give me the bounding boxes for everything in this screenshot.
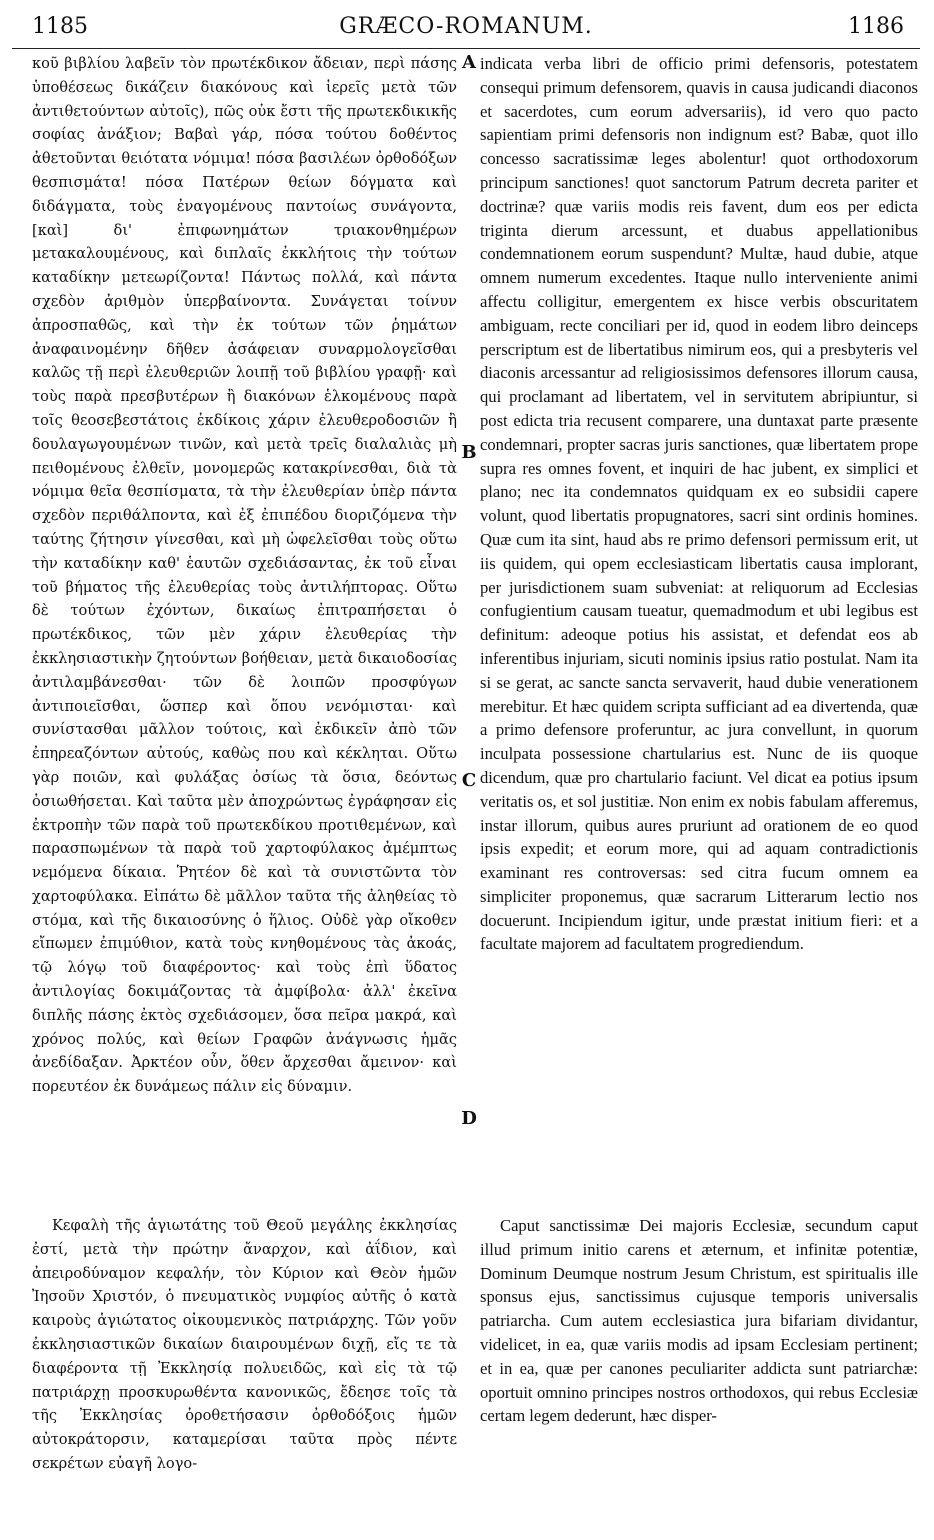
left-page-number: 1185 [32,14,88,39]
greek-paragraph-1: κοῦ βιβλίου λαβεῖν τὸν πρωτέκδικον ἄδειαν, περὶ πάσης ὑποθέσεως δικάζειν διακόνους καὶ ἱερεῖς μετὰ τῶν ἀντιθετούντων αὐτοῖς), πῶς οὐκ ἔστι τῆς πρωτεκδικικῆς σοφίας ἀνάξιον; Βαβαὶ γάρ, πόσα τούτου δοθέντος ἀθετοῦνται θειότατα νόμιμα! πόσα βασιλέων ὀρθοδόξων θεσπισμάτα! πόσα Πατέρων θείων δόγματα καὶ διδάγματα, τοὺς ἐναγομένους παντοίως συνάγοντα, [καὶ] δι' ἐπιφωνημάτων τριακονθημέρων μετακαλουμένους, καὶ διπλαῖς ἐκκλήτοις τὴν τούτων καταδίκην μετεωρίζοντα! Πάντως πολλά, καὶ πάντα σχεδὸν ἀριθμὸν ὑπερβαίνοντα. Συνάγεται τοίνυν ἀπροσπαθῶς, καὶ τὴν ἐκ τούτων τῶν ῥημάτων ἀναφαινομένην δῆθεν ἀσάφειαν συναρμολογεῖσθαι καλῶς τῇ περὶ ἐλευθεριῶν λοιπῇ τοῦ βιβλίου γραφῇ· καὶ τοὺς παρὰ πρεσβυτέρων ἢ διακόνων ἑλκομένους παρὰ τοῖς θεοσεβεστάτοις ἐκδίκοις χάριν ἐλευθεροδοσιῶν ἢ δουλαγωγουμένων τινῶν, καὶ μετὰ τρεῖς διαλαλιὰς μὴ πειθομένους ἐλθεῖν, μονομερῶς κατακρίνεσθαι, διὰ τὰ νόμιμα θεῖα θεσπίσματα, τὰ τὴν ἐλευθερίαν ὑπὲρ πάντα σχεδὸν περιθάλποντα, καὶ ἐξ ἐπιπέδου διοριζόμενα τὴν ταύτης ζήτησιν γίνεσθαι, καὶ μὴ ὠφελεῖσθαι τοὺς οὕτω τὴν καταδίκην καθ' ἑαυτῶν σχεδιάσαντας, ἐκ τοῦ εἶναι τοῦ βήματος τῆς ἐλευθερίας τοὺς ἀντιλήπτορας. Οὕτω δὲ τούτων ἐχόντων, δικαίως ἐπιτραπήσεται ὁ πρωτέκδικος, τῶν μὲν χάριν ἐλευθερίας τὴν ἐκκλησιαστικὴν ζητούντων βοήθειαν, μετὰ δικαιοδοσίας ἀντιλαμβάνεσθαι· τῶν δὲ λοιπῶν προσφύγων ἀντιποιεῖσθαι, ὥσπερ καὶ ὅπου νενόμισται· καὶ συνίστασθαι μᾶλλον τούτοις, καὶ ἐκδικεῖν ἀπὸ τῶν ἐπηρεαζόντων αὐτούς, καθὼς που καὶ κέκληται. Οὕτω γὰρ ποιῶν, καὶ φυλάξας ὁσίως τὰ ὅσια, δεόντως ὁσιωθήσεται. Καὶ ταῦτα μὲν ἀποχρώντως ἐγράφησαν εἰς ἐκτροπὴν τῶν παρὰ τοῦ πρωτεκδίκου προτιθεμένων, καὶ παρασπωμένων τὰ παρὰ τοῦ χαρτοφύλακος ἀμέμπτως νεμόμενα δίκαια. Ῥητέον δὲ καὶ τὰ συνιστῶντα τὸν χαρτοφύλακα. Εἰπάτω δὲ μᾶλλον ταῦτα τῆς ἀληθείας τὸ στόμα, καὶ τῆς δικαιοσύνης ὁ ἥλιος. Οὐδὲ γὰρ οἴκοθεν εἴπωμεν ἐπιμύθιον, κατὰ τοὺς κνηθομένους τὰς ἀκοάς, τῷ λόγῳ τοῦ διαφέροντος· καὶ τοὺς ἐπὶ ὕδατος ἀντιλογίας δοκιμάζοντας τὰ ἀμφίβολα· ἀλλ' ἐκεῖνα διπλῆς πάσης ἐκτὸς σχεδιάσομεν, ὅσα πεῖρα μακρά, καὶ χρόνος πολύς, καὶ θείων Γραφῶν ἀνάγνωσις ἡμᾶς ἀνεδίδαξαν. Ἀρκτέον οὖν, ὅθεν ἄρχεσθαι ἄμεινον· καὶ πορευτέον ἐκ δυνάμεως πάλιν εἰς δύναμιν. [32,55,457,1096]
latin-column-lower [480,1214,918,1530]
latin-column-upper [480,52,918,1164]
greek-paragraph-2: Κεφαλὴ τῆς ἁγιωτάτης τοῦ Θεοῦ μεγάλης ἐκκλησίας ἐστί, μετὰ τὴν πρώτην ἄναρχον, καὶ ἀΐδιον, καὶ ἀπειροδύναμον κεφαλήν, τὸν Κύριον καὶ Θεὸν ἡμῶν Ἰησοῦν Χριστόν, ὁ πνευματικὸς νυμφίος αὐτῆς ὁ κατὰ καιροὺς ἁγιώτατος οἰκουμενικὸς πατριάρχης. Τῶν γοῦν ἐκκλησιαστικῶν δικαίων διαιρουμένων διχῇ, εἴς τε τὰ διαφέροντα τῇ Ἐκκλησίᾳ πολυειδῶς, καὶ εἰς τὰ τῷ πατριάρχῃ προσκυρωθέντα κανονικῶς, ἔδεησε τοῖς τὰ τῆς Ἐκκλησίας ὀροθετήσασιν ὀρθοδόξοις ἡμῶν αὐτοκράτορσιν, καταμερίσαι ταῦτα πρὸς πέντε σεκρέτων εὐαγῆ λογο- [32,1217,457,1472]
latin-paragraph-2: Caput sanctissimæ Dei majoris Ecclesiæ, secundum caput illud primum initio carens et æternum, et infinitæ potentiæ, Dominum Deumque nostrum Jesum Christum, est spiritualis ille sponsus ejus, sanctissimus cujusque temporis universalis patriarcha. Cum autem ecclesiastica jura bifariam dividantur, videlicet, in ea, quæ variis modis ad ipsam Ecclesiam pertinent; et in ea, quæ per canones peculiariter addicta sunt patriarchæ: oportuit omnino principes nostros orthodoxos, qui rebus Ecclesiæ certam legem dederunt, hæc disper- [480,1216,918,1426]
section-marker-d: D [461,1108,477,1129]
running-title: GRÆCO-ROMANUM. [339,14,593,39]
greek-column-upper [32,52,457,1164]
page-header [12,12,920,49]
right-page-number: 1186 [848,14,904,39]
section-marker-a: A [462,52,476,73]
section-marker-c: C [461,770,477,791]
section-marker-b: B [461,442,477,463]
latin-paragraph-1: indicata verba libri de officio primi defensoris, potestatem consequi primum defensorem, quavis in causa judicandi diaconos et sacerdotes, cum eorum adversariis), id vero quo pacto sapientiam primi defensoris non indignum est? Babæ, quot illo concesso sacratissimæ leges abolentur! quot orthodoxorum principum sanctiones! quot sanctorum Patrum decreta pariter et doctrinæ? quæ variis modis reis favent, dum eos per edicta triginta dierum arcessunt, et duabus appellationibus condemnationem eorum suspendunt? Multæ, haud dubie, atque omnem numerum excedentes. Itaque nullo interveniente animi affectu colligitur, emergentem ex hisce verbis obscuritatem ambiguam, recte conciliari per id, quod in eodem libro deinceps perscriptum est de libertatibus nimirum eos, qui a presbyteris vel diaconis arcessantur ad religiosissimos defensores illorum causa, qui proclamant ad libertatem, vel in servitutem abripiuntur, si post edicta tria recusent comparere, una duntaxat parte præsente condemnari, propter sacras juris sanctiones, quæ libertatem prope supra res omnes fovent, et inquiri de hac jubent, ex simplici et plano; nec ita condemnatos quidquam ex eo subsidii capere volunt, quod libertatis propugnatores, sacri sint ordinis homines. Quæ cum ita sint, haud abs re primo defensori permissum erit, ut iis quidem, qui opem ecclesiasticam libertatis causa implorant, per jurisdictionem suam subveniat: at reliquorum ad Ecclesias confugientium causam tueatur, quemadmodum et ubi legibus est definitum: adeoque potius his assistat, et defendat eos ab inferentibus injuriam, sicuti nominis ipsius ratio postulat. Nam ita si se gerat, ac sancte sancta servaverit, haud dubie venerationem merebitur. Et hæc quidem scripta sufficiant ad ea divertenda, quæ a primo defensore proferuntur, ac jura convellunt, in quorum inculpata possessione chartularius est. Nunc de iis quoque dicendum, quæ pro chartulario faciunt. Vel dicat ea potius ipsum veritatis os, et sol justitiæ. Non enim ex nobis fabulam afferemus, instar illorum, quibus aures pruriunt ad orationem de eo quod ipsis expedit; et eorum more, qui ad aquam contradictionis examinant res controversas: sed citra fucum omnem ea simpliciter proponemus, quæ sacrarum Litterarum lectio nos docuerunt. Incipiendum igitur, unde præstat initium fieri: et a facultate majorem ad facultatem progrediendum. [480,54,918,954]
greek-column-lower [32,1214,457,1530]
